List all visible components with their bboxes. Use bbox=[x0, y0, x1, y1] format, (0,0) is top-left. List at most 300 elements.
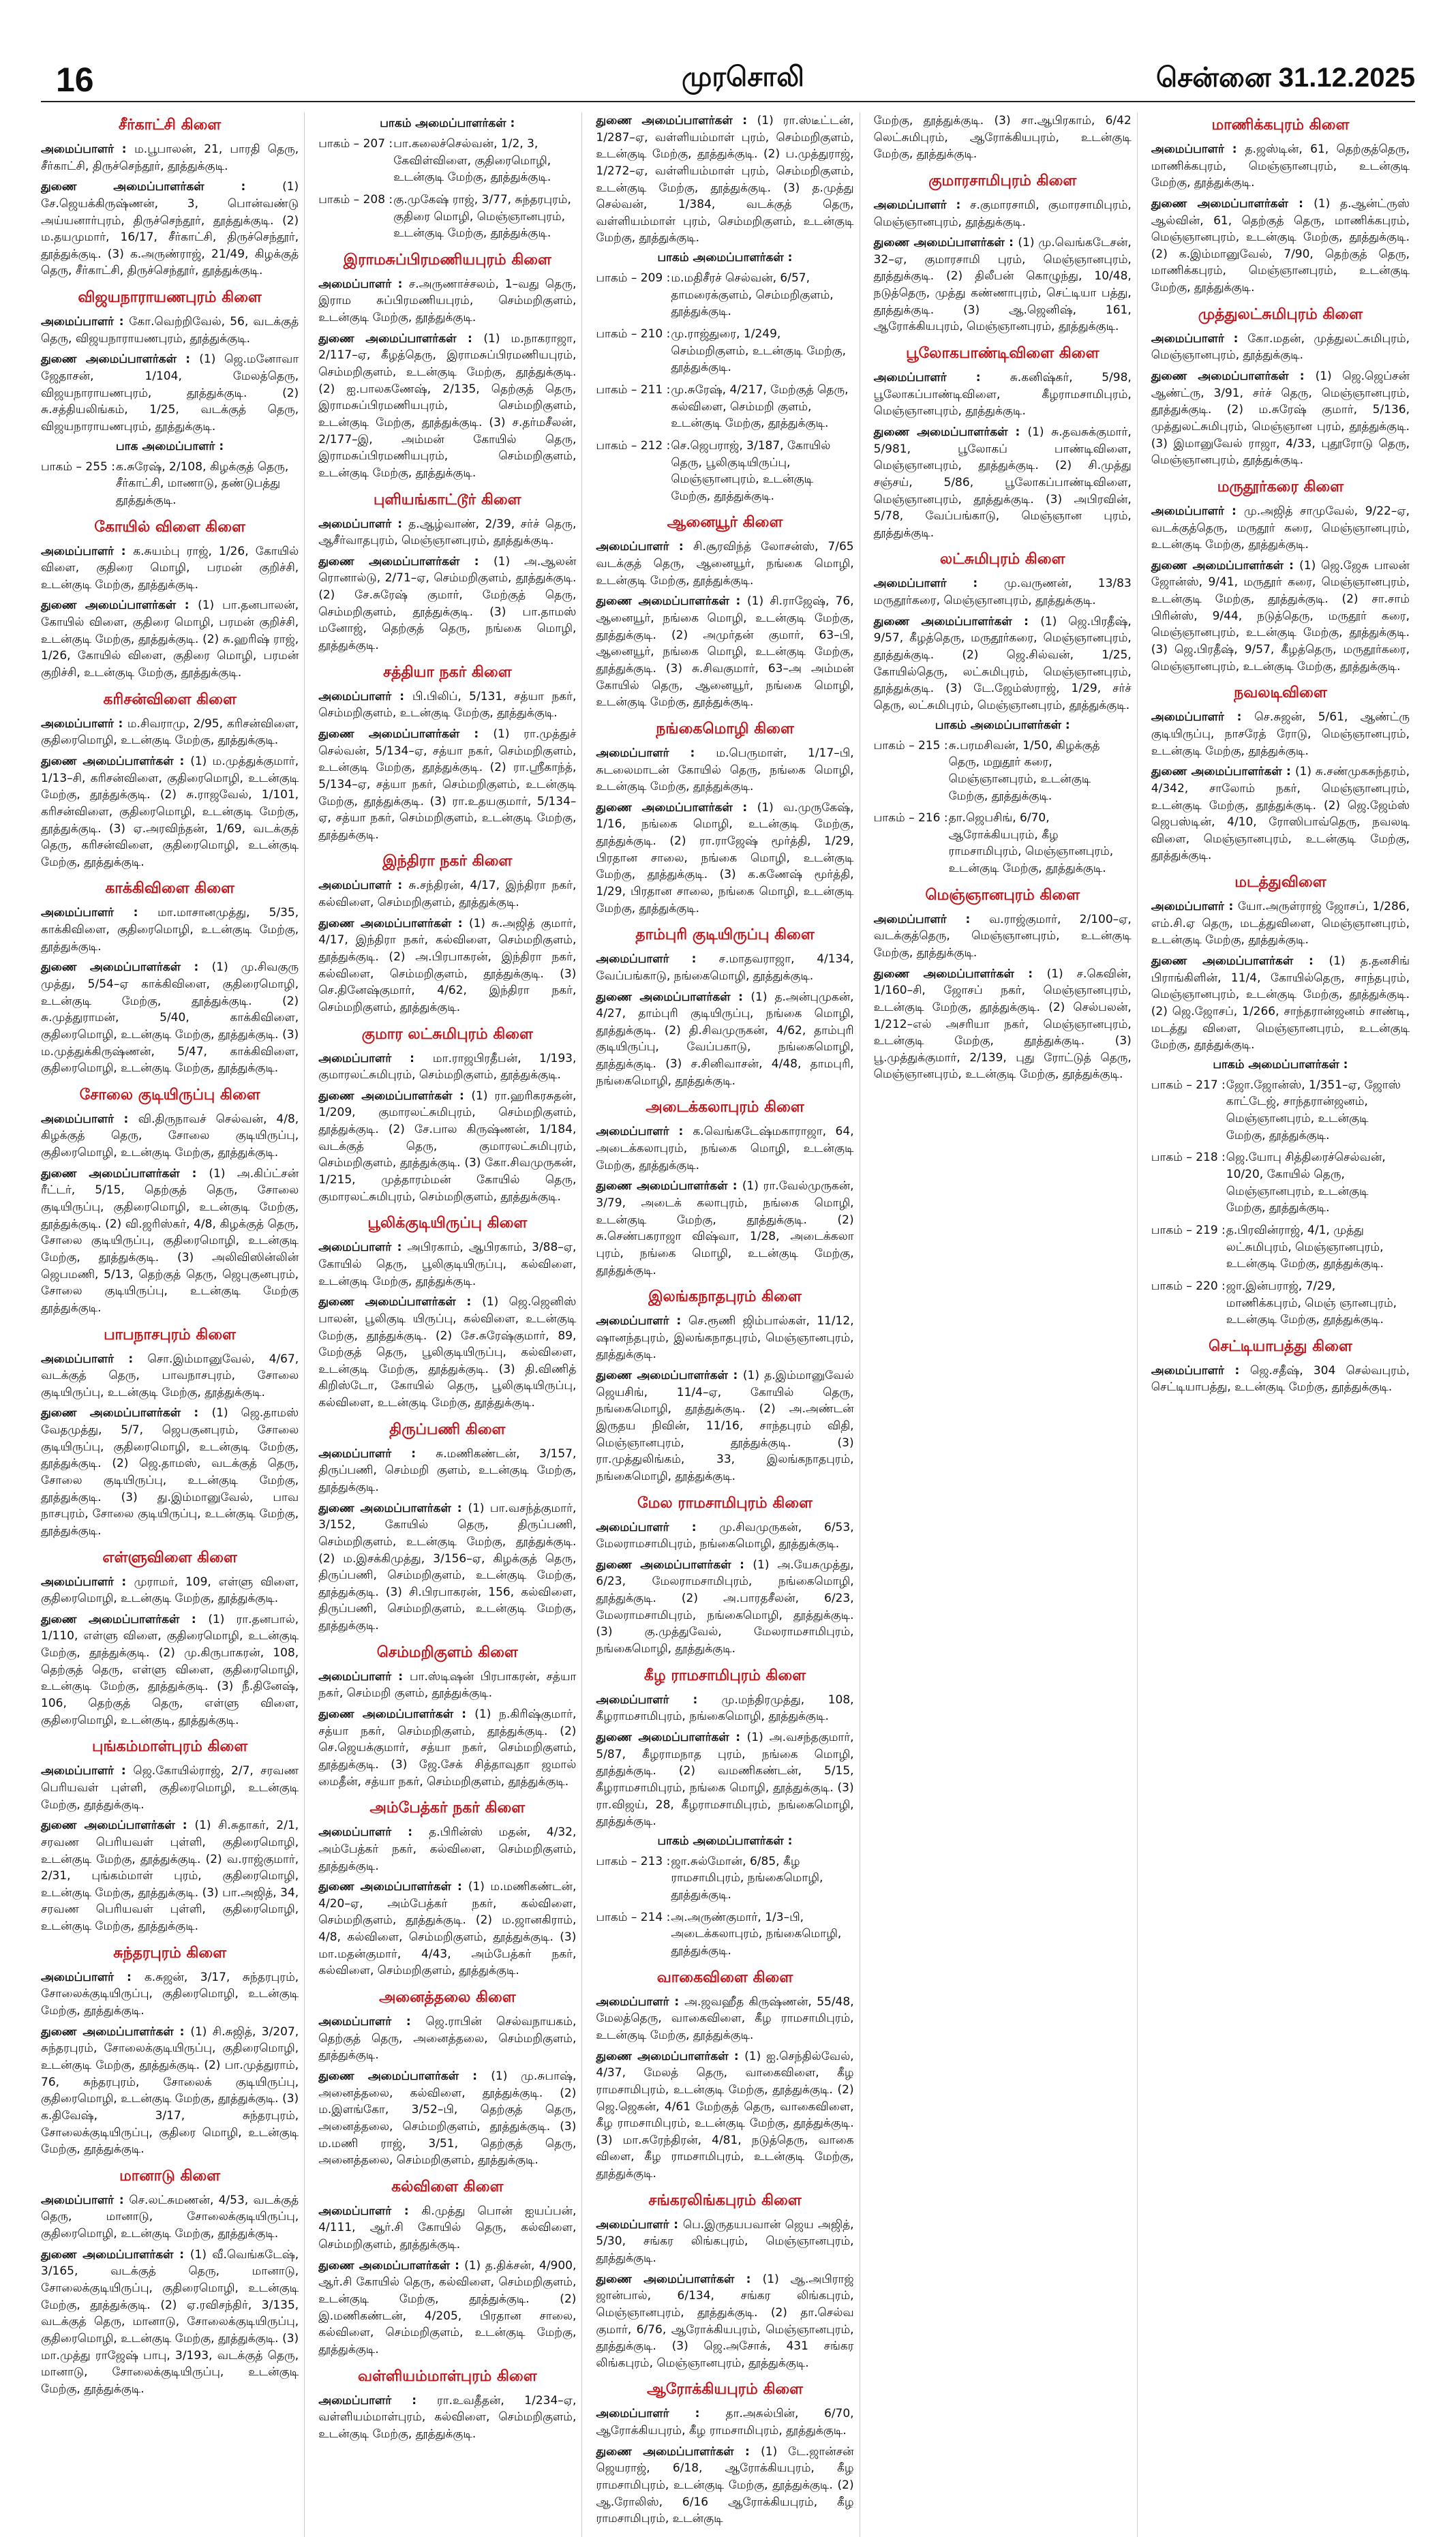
organizer-label: அமைப்பாளர் : bbox=[596, 952, 719, 967]
deputy-label: துணை அமைப்பாளர்கள் : bbox=[41, 1406, 212, 1421]
deputy-label: துணை அமைப்பாளர்கள் : bbox=[41, 1166, 209, 1181]
deputy-label: துணை அமைப்பாளர்கள் : bbox=[596, 990, 751, 1004]
organizer-label: அமைப்பாளர் : bbox=[873, 198, 971, 212]
organizer-label: அமைப்பாளர் : bbox=[596, 1314, 688, 1328]
organizer-text: செ.சுஜன், 5/61, ஆண்ட்ரு குடியிருப்பு, நாசரேத் ரோடு, மெஞ்ஞானபுரம், உடன்குடி மேற்கு, தூத்துக்குடி. bbox=[1151, 710, 1410, 758]
booth-entry bbox=[1151, 1077, 1410, 1144]
header-divider bbox=[41, 101, 1415, 102]
deputy-entry bbox=[1151, 763, 1410, 864]
deputy-label: துணை அமைப்பாளர்கள் : bbox=[318, 1501, 468, 1515]
branch-title: குமாரசாமிபுரம் கிளை bbox=[928, 172, 1077, 189]
organizer-label: அமைப்பாளர் : bbox=[596, 1994, 685, 2009]
deputy-label: துணை அமைப்பாளர்கள் : bbox=[318, 331, 484, 346]
booth-number: பாகம் – 215 : bbox=[873, 738, 948, 753]
organizer-text: க.சுஜன், 3/17, சுந்தரபுரம், சோலைக்குடியிருப்பு, குதிரைமொழி, உடன்குடி மேற்கு, தூத்துக்குடி. bbox=[41, 1970, 299, 2018]
organizer-entry bbox=[874, 575, 1132, 609]
organizer-text: ஜெ.கோயில்ராஜ், 2/7, சரவண பெரியவள் புள்ளி, குதிரைமொழி, உடன்குடி மேற்கு, தூத்துக்குடி. bbox=[41, 1764, 299, 1812]
deputy-label: துணை அமைப்பாளர்கள் : bbox=[318, 1880, 468, 1894]
deputy-text: (1) டே.ஜான்சன் ஜெயராஜ், 6/18, ஆரோக்கியபுரம், கீழ ராமசாமிபுரம், உடன்குடி மேற்கு, தூத்துக்குடி. (2) ஆ.ரோலிஸ், 6/16 ஆரோக்கியபுரம், கீழ ராமசாமிபுரம், உடன்குடி bbox=[596, 2444, 854, 2526]
organizer-label: அமைப்பாளர் : bbox=[1151, 504, 1244, 518]
branch-section bbox=[1151, 306, 1410, 469]
branch-title: புங்கம்மாள்புரம் கிளை bbox=[91, 1738, 248, 1756]
organizer-text: மா.ராஜபிரதீபன், 1/193, குமாரலட்சுமிபுரம், செம்மறிகுளம், தூத்துக்குடி. bbox=[318, 1051, 577, 1082]
branch-title: மருதூர்கரை கிளை bbox=[1217, 478, 1344, 496]
deputy-text: (1) சி.சுஜித், 3/207, சுந்தரபுரம், சோலைக்குடியிருப்பு, குதிரைமொழி, உடன்குடி மேற்கு, தூத்துக்குடி. (2) பா.முத்துராம், 76, சுந்தரபுரம், சோலைக் குடியிருப்பு, குதிரைமொழி, உடன்குடி மேற்கு, தூத்துக்குடி. (3) க.திவேஷ், 3/17, சுந்தரபுரம், சோலைக்குடியிருப்பு, குதிரை மொழி, உடன்குடி மேற்கு, தூத்துக்குடி. bbox=[41, 2024, 299, 2157]
branch-section bbox=[596, 514, 853, 710]
booth-text: ஜெ.யோபு சித்திரைச்செல்வன், 10/20, கோயில் தெரு, மெஞ்ஞானபுரம், உடன்குடி மேற்கு, தூத்துக்குடி. bbox=[1226, 1151, 1386, 1215]
deputy-text: (1) த.திக்சன், 4/900, ஆர்.சி கோயில் தெரு, கல்விளை, செம்மறிகுளம், உடன்குடி மேற்கு, தூத்துக்குடி. (2) இ.மணிகண்டன், 4/205, பிரதான சாலை, கல்விளை, செம்மறிகுளம், உடன்குடி மேற்கு, தூத்துக்குடி. bbox=[318, 2258, 577, 2356]
organizer-entry bbox=[318, 1050, 576, 1084]
deputy-label: துணை அமைப்பாளர்கள் : bbox=[873, 425, 1028, 439]
deputy-text: (1) ஜெ.மனோவா ஜேதாசன், 1/104, மேலத்தெரு, விஜயநாராயணபுரம், தூத்துக்குடி. (2) சு.சத்தியலிங்கம், 1/25, வடக்குத் தெரு, விஜயநாராயணபுரம், தூத்துக்குடி. bbox=[41, 352, 299, 434]
deputy-entry bbox=[318, 1500, 576, 1635]
organizer-text: ரா.உவதீதன், 1/234–ஏ, வள்ளியம்மாள்புரம், கல்விளை, செம்மறிகுளம், உடன்குடி மேற்கு, தூத்துக்குடி. bbox=[318, 2393, 577, 2441]
deputy-entry bbox=[318, 553, 576, 654]
organizer-label: அமைப்பாளர் : bbox=[873, 912, 990, 926]
deputy-label: துணை அமைப்பாளர்கள் : bbox=[41, 960, 212, 975]
page-header bbox=[0, 0, 1456, 102]
branch-title: இந்திரா நகர் கிளை bbox=[382, 853, 513, 870]
organizer-entry bbox=[318, 1669, 576, 1702]
organizer-label: அமைப்பாளர் : bbox=[41, 544, 134, 558]
organizer-text: ஜெ.ராபின் செல்வநாயகம், தெற்குத் தெரு, அனைத்தலை, செம்மறிகுளம், தூத்துக்குடி. bbox=[318, 2015, 577, 2063]
organizer-entry bbox=[318, 688, 576, 722]
booth-number: பாகம் – 255 : bbox=[41, 459, 115, 474]
deputy-text: (1) ரா.ஸ்டீட்டன், 1/287–ஏ, வள்ளியம்மாள் புரம், செம்மறிகுளம், உடன்குடி மேற்கு, தூத்துக்குடி. (2) ப.முத்துராஜ், 1/272–ஏ, வள்ளியம்மாள் புரம், செம்மறிகுளம், உடன்குடி மேற்கு, தூத்துக்குடி. (3) த.முத்து செல்வன், 1/384, வடக்குத் தெரு, வள்ளியம்மாள் புரம், செம்மறிகுளம், உடன்குடி மேற்கு, தூத்துக்குடி. bbox=[596, 114, 854, 245]
organizer-label: அமைப்பாளர் : bbox=[41, 1575, 134, 1589]
branch-section bbox=[596, 1667, 853, 1960]
booth-entry bbox=[318, 136, 576, 186]
branch-section bbox=[874, 112, 1132, 163]
branch-section bbox=[596, 1288, 853, 1485]
organizer-label: அமைப்பாளர் : bbox=[41, 716, 127, 731]
branch-section bbox=[874, 345, 1132, 541]
organizer-text: கோ.மதன், முத்துலட்சுமிபுரம், மெஞ்ஞானபுரம், தூத்துக்குடி. bbox=[1151, 331, 1410, 363]
deputy-text: (1) சு.சண்முகசுந்தரம், 4/342, சாலோம் நகர், மெஞ்ஞானபுரம், உடன்குடி மேற்கு, தூத்துக்குடி. (2) ஜெ.ஜேம்ஸ் ஜெபஸ்டின், 4/10, ரோஸிபாவ்தெரு, நவலடி விளை, மெஞ்ஞானபுரம், உடன்குடி மேற்கு, தூத்துக்குடி. bbox=[1151, 765, 1410, 863]
booth-text: பா.கலைச்செல்வன், 1/2, 3, கேவிள்விளை, குதிரைமொழி, உடன்குடி மேற்கு, தூத்துக்குடி. bbox=[393, 137, 551, 185]
deputy-entry bbox=[41, 753, 299, 870]
organizer-label: அமைப்பாளர் : bbox=[318, 879, 409, 893]
branch-section bbox=[596, 1099, 853, 1279]
organizer-text: சொ.இம்மானுவேல், 4/67, வடக்குத் தெரு, பாவநாசபுரம், சோலை குடியிருப்பு, உடன்குடி மேற்கு, தூத்துக்குடி. bbox=[41, 1352, 299, 1399]
booth-heading: பாகம் அமைப்பாளர்கள் : bbox=[1213, 1057, 1348, 1072]
deputy-entry bbox=[596, 1178, 853, 1279]
organizer-label: அமைப்பாளர் : bbox=[318, 277, 409, 291]
column-5 bbox=[1151, 112, 1415, 2537]
booth-number: பாகம் – 210 : bbox=[596, 327, 671, 341]
deputy-text: (1) ஜெ.பிரதீஷ், 9/57, கீழத்தெரு, மருதூர்கரை, மெஞ்ஞானபுரம், தூத்துக்குடி. (2) ஜெ.சில்வன், 1/25, கோயில்தெரு, லட்சுமிபுரம், மெஞ்ஞானபுரம், தூத்துக்குடி. (3) டே.ஜேம்ஸ்ராஜ், 1/29, சர்ச் தெரு, லட்சுமிபுரம், மெஞ்ஞானபுரம், தூத்துக்குடி. bbox=[873, 614, 1132, 712]
deputy-label: துணை அமைப்பாளர்கள் : bbox=[41, 598, 198, 613]
deputy-text: (1) அ.ஆலன் ரொனால்டு, 2/71–ஏ, செம்மறிகுளம், தூத்துக்குடி. (2) சே.சுரேஷ் குமார், மேற்குத் தெரு, செம்மறிகுளம், தூத்துக்குடி. (3) பா.தாமஸ் மனோஜ், தெற்குத் தெரு, நங்கை மொழி, தூத்துக்குடி. bbox=[318, 554, 577, 653]
branch-title: பூலோகபாண்டிவிளை கிளை bbox=[905, 345, 1099, 363]
organizer-entry bbox=[41, 2192, 299, 2243]
branch-section bbox=[318, 853, 576, 1016]
booth-entry bbox=[318, 192, 576, 242]
organizer-text: வ.ராஜ்குமார், 2/100–ஏ, வடக்குத்தெரு, மெஞ்ஞானபுரம், உடன்குடி மேற்கு, தூத்துக்குடி. bbox=[873, 912, 1132, 960]
organizer-label: அமைப்பாளர் : bbox=[873, 577, 1004, 591]
booth-entry bbox=[596, 326, 853, 376]
booth-heading: பாகம் அமைப்பாளர்கள் : bbox=[380, 117, 515, 130]
booth-heading: பாகம் அமைப்பாளர்கள் : bbox=[657, 251, 793, 265]
branch-section bbox=[41, 289, 299, 508]
organizer-entry bbox=[41, 716, 299, 749]
branch-section bbox=[596, 720, 853, 917]
branch-section bbox=[318, 1215, 576, 1411]
deputy-label: துணை அமைப்பாளர்கள் : bbox=[1151, 196, 1314, 211]
deputy-label: துணை அமைப்பாளர்கள் : bbox=[1151, 558, 1300, 573]
booth-text: சு.பரமசிவன், 1/50, கிழக்குத் தெரு, மறுதூர் கரை, மெஞ்ஞானபுரம், உடன்குடி மேற்கு, தூத்துக்குடி. bbox=[948, 738, 1100, 803]
booth-number: பாகம் – 216 : bbox=[873, 811, 948, 825]
booth-entry bbox=[1151, 1222, 1410, 1273]
booth-entry bbox=[596, 438, 853, 505]
deputy-entry bbox=[41, 1405, 299, 1539]
deputy-entry bbox=[1151, 953, 1410, 1054]
deputy-entry bbox=[596, 1729, 853, 1830]
branch-title: அனைத்தலை கிளை bbox=[378, 1989, 516, 2007]
deputy-label: துணை அமைப்பாளர்கள் : bbox=[318, 916, 469, 930]
branch-title: லட்சுமிபுரம் கிளை bbox=[939, 551, 1065, 568]
branch-title: மெஞ்ஞானபுரம் கிளை bbox=[925, 886, 1080, 904]
article-columns bbox=[41, 112, 1415, 2526]
organizer-label: அமைப்பாளர் : bbox=[318, 517, 409, 531]
deputy-text: (1) த.அன்புமுகன், 4/27, தாம்புரி குடியிருப்பு, நங்கை மொழி, தூத்துக்குடி. (2) தி.சிவமுருகன், 4/62, தாம்புரி குடியிருப்பு, வேப்பகாடு, நங்கைமொழி, தூத்துக்குடி. (3) ச.சினிவாசன், 4/48, தாமபுரி, நங்கைமொழி, தூத்துக்குடி. bbox=[596, 990, 854, 1088]
branch-section bbox=[1151, 117, 1410, 297]
deputy-text: (1) சி.சுதாகர், 2/1, சரவண பெரியவள் புள்ளி, குதிரைமொழி, உடன்குடி மேற்கு, தூத்துக்குடி. (2) வ.ராஜ்குமார், 2/31, புங்கம்மாள் புரம், குதிரைமொழி, உடன்குடி மேற்கு, தூத்துக்குடி. (3) பா.அஜித், 34, சரவண பெரியவள் புள்ளி, குதிரைமொழி, உடன்குடி மேற்கு, தூத்துக்குடி. bbox=[41, 1819, 299, 1934]
organizer-label: அமைப்பாளர் : bbox=[318, 1446, 436, 1461]
booth-entry bbox=[874, 810, 1132, 877]
organizer-entry bbox=[318, 276, 576, 326]
organizer-text: ம.பூபாலன், 21, பாரதி தெரு, சீர்காட்சி, திருச்செந்தூர், தூத்துக்குடி. bbox=[41, 142, 299, 173]
deputy-text: (1) ஐ.செந்தில்வேல், 4/37, மேலத் தெரு, வாகைவிளை, கீழ ராமசாமிபுரம், உடன்குடி மேற்கு, தூத்துக்குடி. (2) ஜெ.ஜெகன், 4/61 மேற்குத் தெரு, வாகைவிளை, கீழ ராமசாமிபுரம், உடன்குடி மேற்கு, தூத்துக்குடி. (3) மா.சுரேந்திரன், 4/81, நடுத்தெரு, வாகை விளை, கீழ ராமசாமிபுரம், உடன்குடி மேற்கு, தூத்துக்குடி. bbox=[596, 2049, 854, 2181]
deputy-label: துணை அமைப்பாளர்கள் : bbox=[318, 727, 494, 741]
organizer-label: அமைப்பாளர் : bbox=[318, 2393, 438, 2407]
deputy-text: (1) வீ.வெங்கடேஷ், 3/165, வடக்குத் தெரு, மானாடு, சோலைக்குடியிருப்பு, குதிரைமொழி, உடன்குடி மேற்கு, தூத்துக்குடி. (2) ஏ.ரவிசந்திர், 3/135, வடக்குத் தெரு, மானாடு, சோலைக்குடியிருப்பு, குதிரைமொழி, உடன்குடி மேற்கு, தூத்துக்குடி. (3) மா.முத்து ராஜேஷ் பாபு, 3/193, வடக்குத் தெரு, மானாடு, சோலைக்குடியிருப்பு, உடன்குடி மேற்கு, தூத்துக்குடி. bbox=[41, 2247, 299, 2396]
organizer-entry bbox=[41, 543, 299, 594]
deputy-label: துணை அமைப்பாளர்கள் : bbox=[873, 967, 1047, 981]
branch-section bbox=[874, 551, 1132, 877]
organizer-text: அபிரகாம், ஆபிரகாம், 3/88–ஏ, கோயில் தெரு, பூலிகுடியிருப்பு, கல்விளை, உடன்குடி மேற்கு, தூத்துக்குடி. bbox=[318, 1241, 577, 1288]
branch-section bbox=[318, 252, 576, 482]
organizer-text: ச.குமாரசாமி, குமாரசாமிபுரம், மெஞ்ஞானபுரம், தூத்துக்குடி. bbox=[873, 198, 1132, 229]
booth-entry bbox=[596, 270, 853, 320]
organizer-label: அமைப்பாளர் : bbox=[318, 1825, 429, 1840]
deputy-label: துணை அமைப்பாளர்கள் : bbox=[596, 114, 757, 127]
deputy-entry bbox=[596, 2271, 853, 2372]
deputy-entry bbox=[318, 2068, 576, 2169]
deputy-text: (1) ரா.முத்துச் செல்வன், 5/134–ஏ, சத்யா நகர், செம்மறிகுளம், உடன்குடி மேற்கு, தூத்துக்குடி. (2) ரா.ஸ்ரீகாந்த், 5/134–ஏ, சத்யா நகர், செம்மறிகுளம், உடன்குடி மேற்கு, தூத்துக்குடி. (3) ரா.உதயகுமார், 5/134–ஏ, சத்யா நகர், செம்மறிகுளம், உடன்குடி மேற்கு, தூத்துக்குடி. bbox=[318, 727, 577, 842]
organizer-entry bbox=[1151, 503, 1410, 553]
booth-heading: பாகம் அமைப்பாளர்கள் : bbox=[657, 1834, 793, 1848]
organizer-label: அமைப்பாளர் : bbox=[1151, 331, 1248, 346]
deputy-entry bbox=[41, 1166, 299, 1317]
deputy-label: துணை அமைப்பாளர்கள் : bbox=[318, 1089, 472, 1103]
organizer-text: சு.மணிகண்டன், 3/157, திருப்பணி, செம்மறி குளம், உடன்குடி மேற்கு, தூத்துக்குடி. bbox=[318, 1446, 577, 1494]
deputy-entry bbox=[318, 1294, 576, 1411]
organizer-entry bbox=[874, 197, 1132, 230]
deputy-label: துணை அமைப்பாளர்கள் : bbox=[596, 1179, 742, 1194]
organizer-text: கி.முத்து பொன் ஐயப்பன், 4/111, ஆர்.சி கோயில் தெரு, கல்விளை, செம்மறிகுளம், தூத்துக்குடி. bbox=[318, 2204, 577, 2252]
organizer-entry bbox=[41, 141, 299, 174]
branch-title: செட்டியாபத்து கிளை bbox=[1208, 1337, 1352, 1355]
column-4 bbox=[874, 112, 1138, 2537]
deputy-text: (1) ந.கிரிஷ்குமார், சத்யா நகர், செம்மறிகுளம், தூத்துக்குடி. (2) செ.ஜெயக்குமார், சத்யா நகர், செம்மறிகுளம், தூத்துக்குடி. (3) ஜே.சேக் சித்தாவுதா ஜமால் மைதீன், சத்யா நகர், செம்மறிகுளம், தூத்துக்குடி. bbox=[318, 1707, 577, 1789]
organizer-text: வி.திருநாவச் செல்வன், 4/8, கிழக்குத் தெரு, சோலை குடியிருப்பு, குதிரைமொழி, உடன்குடி மேற்கு, தூத்துக்குடி. bbox=[41, 1112, 299, 1160]
deputy-entry bbox=[318, 726, 576, 843]
deputy-label: துணை அமைப்பாளர்கள் : bbox=[41, 2247, 190, 2262]
branch-title: காக்கிவிளை கிளை bbox=[105, 880, 234, 898]
deputy-entry bbox=[41, 351, 299, 435]
deputy-label: துணை அமைப்பாளர்கள் : bbox=[41, 1612, 209, 1626]
organizer-text: மு.வருணன், 13/83 மருதூர்கரை, மெஞ்ஞானபுரம், தூத்துக்குடி. bbox=[873, 577, 1132, 608]
organizer-text: முராமர், 109, எள்ளு விளை, குதிரைமொழி, உடன்குடி மேற்கு, தூத்துக்குடி. bbox=[41, 1575, 299, 1606]
deputy-label: துணை அமைப்பாளர்கள் : bbox=[318, 2258, 465, 2273]
organizer-label: அமைப்பாளர் : bbox=[318, 689, 412, 703]
organizer-label: அமைப்பாளர் : bbox=[318, 1669, 410, 1684]
booth-number: பாகம் – 212 : bbox=[596, 438, 671, 453]
branch-section bbox=[318, 2178, 576, 2358]
organizer-label: அமைப்பாளர் : bbox=[596, 1692, 722, 1707]
deputy-label: துணை அமைப்பாளர்கள் : bbox=[596, 1730, 747, 1744]
deputy-text: (1) த.தனசிங் பிராங்கிளின், 11/4, கோயில்தெரு, சாந்தபுரம், மெஞ்ஞானபுரம், உடன்குடி மேற்கு, தூத்துக்குடி. (2) ஜெ.ஜோசப், 1/266, சாந்தரான்ஜனம் சாண்டி, மடத்து விளை, மெஞ்ஞானபுரம், உடன்குடி மேற்கு, தூத்துக்குடி. bbox=[1151, 954, 1410, 1052]
organizer-text: அ.ஜவஹீத கிருஷ்ணன், 55/48, மேலத்தெரு, வாகைவிளை, கீழ ராமசாமிபுரம், உடன்குடி மேற்கு, தூத்துக்குடி. bbox=[596, 1994, 854, 2042]
branch-section bbox=[596, 1969, 853, 2183]
booth-text: ஜா.இன்பராஜ், 7/29, மாணிக்கபுரம், மெஞ் ஞானபுரம், உடன்குடி மேற்கு, தூத்துக்குடி. bbox=[1226, 1279, 1397, 1327]
organizer-text: கோ.வெற்றிவேல், 56, வடக்குத் தெரு, விஜயநாராயணபுரம், தூத்துக்குடி. bbox=[41, 315, 299, 346]
branch-section bbox=[318, 1026, 576, 1206]
organizer-label: அமைப்பாளர் : bbox=[1151, 900, 1238, 914]
booth-heading: பாக அமைப்பாளர் : bbox=[116, 439, 224, 453]
deputy-text: (1) சு.அஜித் குமார், 4/17, இந்திரா நகர், கல்விளை, செம்மறிகுளம், தூத்துக்குடி. (2) அ.பிரபாகரன், இந்திரா நகர், கல்விளை, செம்மறிகுளம், தூத்துக்குடி. (3) செ.தினேஷ்குமார், 4/62, இந்திரா நகர், செம்மறிகுளம், தூத்துக்குடி. bbox=[318, 916, 577, 1014]
organizer-label: அமைப்பாளர் : bbox=[41, 1352, 148, 1366]
deputy-text: (1) சு.தவசுக்குமார், 5/981, பூலோகப் பாண்டிவிளை, மெஞ்ஞானபுரம், தூத்துக்குடி. (2) சி.முத்து சஞ்சய், 5/86, பூலோகப்பாண்டிவிளை, மெஞ்ஞானபுரம், தூத்துக்குடி. (3) அபிரவின், 5/78, வேப்பங்காடு, மெஞ்ஞான புரம், தூத்துக்குடி. bbox=[873, 425, 1132, 540]
branch-section bbox=[1151, 478, 1410, 675]
booth-number: பாகம் – 207 : bbox=[318, 137, 393, 151]
organizer-entry bbox=[41, 1111, 299, 1161]
deputy-text: (1) அ.வசந்தகுமார், 5/87, கீழராமநாத புரம், நங்கை மொழி, தூத்துக்குடி. (2) வமணிகண்டன், 5/15, கீழராமசாமிபுரம், நங்கை மொழி, தூத்துக்குடி. (3) ரா.விஜய், 28, கீழராமசாமிபுரம், நங்கைமொழி, தூத்துக்குடி. bbox=[596, 1730, 854, 1829]
deputy-text: (1) பா.வசந்த்குமார், 3/152, கோயில் தெரு, திருப்பணி, செம்மறிகுளம், உடன்குடி மேற்கு, தூத்துக்குடி. (2) ம.இசக்கிமுத்து, 3/156–ஏ, கிழக்குத் தெரு, திருப்பணி, செம்மறிகுளம், உடன்குடி மேற்கு, தூத்துக்குடி. (3) சி.பிரபாகரன், 156, கல்விளை, திருப்பணி, செம்மறிகுளம், உடன்குடி மேற்கு, தூத்துக்குடி. bbox=[318, 1501, 577, 1633]
branch-section bbox=[41, 1087, 299, 1317]
organizer-entry bbox=[596, 2405, 853, 2439]
branch-section bbox=[318, 117, 576, 242]
deputy-text: (1) மு.சிவகுரு முத்து, 5/54–ஏ காக்கிவிளை, குதிரைமொழி, உடன்குடி மேற்கு, தூத்துக்குடி. (2) சு.முத்துராமன், 5/40, காக்கிவிளை, குதிரைமொழி, உடன்குடி மேற்கு, தூத்துக்குடி. (3) ம.முத்துக்கிருஷ்ணன், 5/47, காக்கிவிளை, குதிரைமொழி, உடன்குடி மேற்கு, தூத்துக்குடி. bbox=[41, 960, 299, 1076]
branch-title: சுந்தரபுரம் கிளை bbox=[113, 1944, 227, 1962]
deputy-text: (1) ச.கெவின், 1/160–சி, ஜோசப் நகர், மெஞ்ஞானபுரம், உடன்குடி மேற்கு, தூத்துக்குடி. (2) செல்பலன், 1/212–எல் அசரியா நகர், மெஞ்ஞானபுரம், உடன்குடி மேற்கு, தூத்துக்குடி. (3) பூ.முத்துக்குமார், 2/139, புது ரோட்டுத் தெரு, மெஞ்ஞானபுரம், உடன்குடி மேற்கு, தூத்துக்குடி. bbox=[873, 967, 1132, 1082]
organizer-text: யோ.அருள்ராஜ் ஜோசப், 1/286, எம்.சி.ஏ தெரு, மடத்துவிளை, மெஞ்ஞானபுரம், உடன்குடி மேற்கு, தூத்துக்குடி. bbox=[1151, 900, 1410, 947]
branch-section bbox=[596, 2381, 853, 2527]
booth-text: மு.சுரேஷ், 4/217, மேற்குத் தெரு, கல்விளை, செம்மறி குளம், உடன்குடி மேற்கு, தூத்துக்குடி. bbox=[671, 382, 849, 431]
deputy-entry bbox=[874, 424, 1132, 541]
booth-text: அ.அருண்குமார், 1/3–பி, அடைக்கலாபுரம், நங்கைமொழி, தூத்துக்குடி. bbox=[671, 1910, 842, 1958]
deputy-label: துணை அமைப்பாளர்கள் : bbox=[318, 1295, 483, 1309]
booth-entry bbox=[41, 459, 299, 509]
deputy-label: துணை அமைப்பாளர்கள் : bbox=[318, 554, 494, 568]
organizer-text: சு.கனிஷ்கர், 5/98, பூலோகப்பாண்டிவிளை, கீழராமசாமிபுரம், மெஞ்ஞானபுரம், தூத்துக்குடி. bbox=[873, 371, 1132, 419]
deputy-label: துணை அமைப்பாளர்கள் : bbox=[596, 800, 757, 815]
deputy-text: (1) வ.முருகேஷ், 1/16, நங்கை மொழி, உடன்குடி மேற்கு, தூத்துக்குடி. (2) ரா.ராஜேஷ் மூர்த்தி, 1/29, பிரதான சாலை, நங்கை மொழி, உடன்குடி மேற்கு, தூத்துக்குடி. (3) க.கணேஷ் மூர்த்தி, 1/29, பிரதான சாலை, நங்கை மொழி, உடன்குடி மேற்கு, தூத்துக்குடி. bbox=[596, 800, 854, 915]
booth-text: ஜா.சுல்மோன், 6/85, கீழ ராமசாமிபுரம், நங்கைமொழி, தூத்துக்குடி. bbox=[671, 1854, 823, 1902]
organizer-entry bbox=[874, 369, 1132, 420]
branch-section bbox=[41, 519, 299, 682]
branch-section bbox=[596, 2192, 853, 2372]
branch-title: அம்பேத்கர் நகர் கிளை bbox=[369, 1799, 526, 1817]
deputy-text: (1) சி.ராஜேஷ், 76, ஆனையூர், நங்கை மொழி, உடன்குடி மேற்கு, தூத்துக்குடி. (2) அமுர்தன் குமார், 63–பி, ஆனையூர், நங்கை மொழி, உடன்குடி மேற்கு, தூத்துக்குடி. (3) சு.சிவகுமார், 63–அ அம்மன் கோயில் தெரு, ஆனையூர், நங்கை மொழி, உடன்குடி மேற்கு, தூத்துக்குடி. bbox=[596, 594, 854, 710]
deputy-text: (1) ரா.தனபால், 1/110, எள்ளு விளை, குதிரைமொழி, உடன்குடி மேற்கு, தூத்துக்குடி. (2) மு.கிருபாகரன், 108, தெற்குத் தெரு, எள்ளு விளை, குதிரைமொழி, உடன்குடி மேற்கு, தூத்துக்குடி. (3) நீ.தினேஷ், 106, தெற்குத் தெரு, எள்ளு விளை, குதிரைமொழி, உடன்குடி, தூத்துக்குடி. bbox=[41, 1612, 299, 1727]
branch-section bbox=[41, 691, 299, 871]
organizer-label: அமைப்பாளர் : bbox=[318, 1241, 408, 1255]
deputy-label: துணை அமைப்பாளர்கள் : bbox=[1151, 765, 1295, 779]
organizer-label: அமைப்பாளர் : bbox=[1151, 710, 1255, 725]
deputy-entry bbox=[874, 613, 1132, 714]
deputy-label: துணை அமைப்பாளர்கள் : bbox=[596, 2444, 761, 2459]
branch-section bbox=[874, 887, 1132, 1083]
branch-section bbox=[318, 2368, 576, 2443]
organizer-entry bbox=[596, 1994, 853, 2044]
deputy-entry bbox=[596, 593, 853, 710]
organizer-text: செ.லட்சுமணன், 4/53, வடக்குத் தெரு, மானாடு, சோலைக்குடியிருப்பு, குதிரைமொழி, உடன்குடி மேற்கு, தூத்துக்குடி. bbox=[41, 2193, 299, 2241]
branch-section bbox=[41, 1326, 299, 1540]
deputy-text: (1) ஜெ.ஜெனிஸ் பாலன், பூலிகுடி யிருப்பு, கல்விளை, உடன்குடி மேற்கு, தூத்துக்குடி. (2) சே.சுரேஷ்குமார், 89, மேற்குத் தெரு, பூலிகுடியிருப்பு, கல்விளை, உடன்குடி மேற்கு, தூத்துக்குடி. (3) தி.விணித் கிறிஸ்டோ, கோயில் தெரு, பூலிகுடியிருப்பு, கல்விளை, உடன்குடி மேற்கு, தூத்துக்குடி. bbox=[318, 1295, 577, 1410]
organizer-label: அமைப்பாளர் : bbox=[1151, 1363, 1250, 1378]
organizer-text: சு.சந்திரன், 4/17, இந்திரா நகர், கல்விளை, செம்மறிகுளம், தூத்துக்குடி. bbox=[318, 879, 577, 910]
organizer-label: அமைப்பாளர் : bbox=[41, 1764, 134, 1778]
booth-text: செ.ஜெபராஜ், 3/187, கோயில் தெரு, பூலிகுடியிருப்பு, மெஞ்ஞானபுரம், உடன்குடி மேற்கு, தூத்துக்குடி. bbox=[671, 438, 831, 503]
branch-title: குமார லட்சுமிபுரம் கிளை bbox=[361, 1025, 533, 1043]
booth-number: பாகம் – 209 : bbox=[596, 271, 671, 286]
booth-text: ஜோ.ஜோன்ஸ், 1/351–ஏ, ஜோஸ் காட்டேஜ், சாந்தரான்ஜனம், மெஞ்ஞானபுரம், உடன்குடி மேற்கு, தூத்துக்குடி. bbox=[1226, 1078, 1401, 1142]
booth-entry bbox=[1151, 1149, 1410, 1217]
organizer-label: அமைப்பாளர் : bbox=[1151, 142, 1245, 156]
deputy-text: (1) ரா.ஹரிகரசுதன், 1/209, குமாரலட்சுமிபுரம், செம்மறிகுளம், தூத்துக்குடி. (2) சே.பால கிருஷ்ணன், 1/184, வடக்குத் தெரு, குமாரலட்சுமிபுரம், செம்மறிகுளம், தூத்துக்குடி. (3) கோ.சிவமுருகன், 1/215, முத்தாரம்மன் கோயில் தெரு, குமாரலட்சுமிபுரம், செம்மறிகுளம், தூத்துக்குடி. bbox=[318, 1089, 577, 1204]
organizer-entry bbox=[41, 1969, 299, 2020]
organizer-text: த.ஆழ்வாண், 2/39, சர்ச் தெரு, ஆசீர்வாதபுரம், மெஞ்ஞானபுரம், தூத்துக்குடி. bbox=[318, 517, 577, 548]
organizer-entry bbox=[318, 1446, 576, 1496]
booth-entry bbox=[1151, 1278, 1410, 1328]
booth-entry bbox=[596, 1853, 853, 1904]
branch-section bbox=[1151, 684, 1410, 864]
booth-number: பாகம் – 219 : bbox=[1151, 1223, 1226, 1237]
organizer-entry bbox=[318, 1824, 576, 1874]
branch-section bbox=[41, 117, 299, 279]
organizer-label: அமைப்பாளர் : bbox=[596, 1520, 719, 1534]
organizer-text: மு.சிவமுருகன், 6/53, மேலராமசாமிபுரம், நங்கைமொழி, தூத்துக்குடி. bbox=[596, 1520, 854, 1551]
organizer-entry bbox=[1151, 331, 1410, 364]
organizer-text: க.சுயம்பு ராஜ், 1/26, கோயில் விளை, குதிரை மொழி, பரமன் குறிச்சி, உடன்குடி மேற்கு, தூத்துக்குடி. bbox=[41, 544, 299, 592]
deputy-label: துணை அமைப்பாளர்கள் : bbox=[596, 1369, 743, 1383]
branch-title: கரிசன்விளை கிளை bbox=[103, 690, 237, 708]
deputy-label: துணை அமைப்பாளர்கள் : bbox=[41, 754, 191, 768]
page-number: 16 bbox=[56, 61, 94, 99]
branch-title: ஆனையூர் கிளை bbox=[667, 514, 783, 532]
deputy-label: துணை அமைப்பாளர்கள் : bbox=[596, 1558, 753, 1572]
branch-title: விஜயநாராயணபுரம் கிளை bbox=[78, 289, 262, 307]
deputy-entry bbox=[318, 1706, 576, 1790]
column-3 bbox=[596, 112, 860, 2537]
branch-section bbox=[41, 1738, 299, 1934]
organizer-text: ஜெ.சதீஷ், 304 செல்வபுரம், செட்டியாபத்து, உடன்குடி மேற்கு, தூத்துக்குடி. bbox=[1151, 1363, 1410, 1395]
branch-title: நவலடிவிளை bbox=[1234, 684, 1327, 702]
branch-title: முத்துலட்சுமிபுரம் கிளை bbox=[1198, 305, 1363, 323]
organizer-entry bbox=[1151, 141, 1410, 192]
organizer-label: அமைப்பாளர் : bbox=[318, 2204, 422, 2218]
deputy-text: (1) அ.கிப்ட்சன் ரீட்டர், 5/15, தெற்குத் தெரு, சோலை குடியிருப்பு, குதிரைமொழி, உடன்குடி மேற்கு, தூத்துக்குடி. (2) வி.ஜரிஸ்கர், 4/8, கிழக்குத் தெரு, சோலை குடியிருப்பு, குதிரைமொழி, உடன்குடி மேற்கு, தூத்துக்குடி. (3) அலிவிஸின்லின் ஜெபமணி, 5/13, தெற்குத் தெரு, ஜெபுகுனபுரம், சோலை குடியிருப்பு, உடன்குடி மேற்கு தூத்துக்குடி. bbox=[41, 1166, 299, 1315]
deputy-entry bbox=[318, 915, 576, 1016]
branch-title: வள்ளியம்மாள்புரம் கிளை bbox=[357, 2367, 537, 2385]
branch-section bbox=[318, 1644, 576, 1790]
deputy-text: (1) ம.நாகராஜா, 2/117–ஏ, கீழத்தெரு, இராமசுப்பிரமணியபுரம், செம்மறிகுளம், உடன்குடி மேற்கு, தூத்துக்குடி. (2) ஐ.பாலகணேஷ், 2/135, தெற்குத் தெரு, இராமசுப்பிரமணியபுரம், செம்மறிகுளம், உடன்குடி மேற்கு, தூத்துக்குடி. (3) ச.தர்மசீலன், 2/177–இ, அம்மன் கோயில் தெரு, இராமசுப்பிரமணியபுரம், செம்மறிகுளம், உடன்குடி மேற்கு, தூத்துக்குடி. bbox=[318, 331, 577, 480]
branch-section bbox=[318, 1799, 576, 1979]
deputy-entry bbox=[41, 2247, 299, 2398]
booth-text: கு.முகேஷ் ராஜ், 3/77, சுந்தரபுரம், குதிரை மொழி, மெஞ்ஞானபுரம், உடன்குடி மேற்கு, தூத்துக்குடி. bbox=[393, 192, 571, 241]
branch-section bbox=[41, 880, 299, 1076]
organizer-label: அமைப்பாளர் : bbox=[318, 1051, 433, 1065]
deputy-entry bbox=[596, 112, 853, 247]
organizer-text: மு.அஜித் சாமுவேல், 9/22–ஏ, வடக்குத்தெரு, மருதூர் கரை, மெஞ்ஞானபுரம், உடன்குடி மேற்கு, தூத்துக்குடி. bbox=[1151, 504, 1410, 552]
branch-title: மடத்துவிளை bbox=[1234, 874, 1326, 892]
column-1 bbox=[41, 112, 305, 2537]
deputy-text: (1) ரா.வேல்முருகன், 3/79, அடைக் கலாபுரம், நங்கை மொழி, உடன்குடி மேற்கு, தூத்துக்குடி. (2) சு.செண்பகராஜா விஷ்வா, 1/28, அடைக்கலா புரம், நங்கை மொழி, உடன்குடி மேற்கு, தூத்துக்குடி. bbox=[596, 1179, 854, 1277]
organizer-text: பெ.இருதயபவான் ஜெய அஜித், 5/30, சங்கர லிங்கபுரம், மெஞ்ஞானபுரம், தூத்துக்குடி. bbox=[596, 2217, 854, 2265]
deputy-text: (1) மு.வெங்கடேசன், 32–ஏ, குமாரசாமி புரம், மெஞ்ஞானபுரம், தூத்துக்குடி. (2) திலீபன் கொழுந்து, 10/48, நடுத்தெரு, முத்து கண்ணாபுரம், செட்டியா பத்து, தூத்துக்குடி. (3) ஆ.ஜெனிஷ், 161, ஆரோக்கியபுரம், மெஞ்ஞானபுரம், தூத்துக்குடி. bbox=[873, 236, 1132, 334]
branch-title: இலங்கநாதபுரம் கிளை bbox=[648, 1288, 802, 1306]
branch-section bbox=[1151, 1338, 1410, 1396]
deputy-text: (1) ஆ.அபிராஜ் ஜான்பால், 6/134, சங்கர லிங்கபுரம், மெஞ்ஞானபுரம், தூத்துக்குடி. (2) தா.செல்வ குமார், 6/76, ஆரோக்கியபுரம், மெஞ்ஞானபுரம், தூத்துக்குடி. (3) ஜெ.அசோக், 431 சங்கர லிங்கபுரம், மெஞ்ஞானபுரம், தூத்துக்குடி. bbox=[596, 2272, 854, 2370]
branch-title: புளியங்காட்டூர் கிளை bbox=[374, 491, 521, 508]
organizer-entry bbox=[318, 2203, 576, 2253]
deputy-text: (1) அ.யேசுமுத்து, 6/23, மேலராமசாமிபுரம், நங்கைமொழி, தூத்துக்குடி. (2) அ.பாரதசீலன், 6/23, மேலராமசாமிபுரம், நங்கைமொழி, தூத்துக்குடி. (3) கு.முத்துவேல், மேலராமசாமிபுரம், நங்கைமொழி, தூத்துக்குடி. bbox=[596, 1558, 854, 1656]
deputy-text: (1) பா.தனபாலன், கோயில் விளை, குதிரை மொழி, பரமன் குறிச்சி, உடன்குடி மேற்கு, தூத்துக்குடி. (2) சு.ஹரிஷ் ராஜ், 1/26, கோயில் விளை, குதிரை மொழி, பரமன் குறிச்சி, உடன்குடி மேற்கு, தூத்துக்குடி. bbox=[41, 598, 299, 680]
branch-title: நங்கைமொழி கிளை bbox=[656, 720, 794, 738]
organizer-label: அமைப்பாளர் : bbox=[41, 1970, 145, 1984]
organizer-text: ம.பெருமாள், 1/17–பி, சுடலைமாடன் கோயில் தெரு, நங்கை மொழி, உடன்குடி மேற்கு, தூத்துக்குடி. bbox=[596, 746, 854, 794]
branch-title: பூலிக்குடியிருப்பு கிளை bbox=[367, 1215, 528, 1232]
branch-section bbox=[874, 172, 1132, 335]
deputy-entry bbox=[41, 1611, 299, 1729]
branch-title: ஆரோக்கியபுரம் கிளை bbox=[646, 2381, 804, 2399]
organizer-entry bbox=[596, 538, 853, 589]
branch-section bbox=[318, 1421, 576, 1635]
deputy-label: துணை அமைப்பாளர்கள் : bbox=[41, 352, 200, 367]
booth-number: பாகம் – 211 : bbox=[596, 382, 671, 397]
organizer-label: அமைப்பாளர் : bbox=[596, 1125, 693, 1139]
booth-text: தா.ஜெபசிங், 6/70, ஆரோக்கியபுரம், கீழ ராமசாமிபுரம், மெஞ்ஞானபுரம், உடன்குடி மேற்கு, தூத்துக்குடி. bbox=[948, 811, 1114, 876]
booth-number: பாகம் – 214 : bbox=[596, 1910, 671, 1924]
deputy-entry bbox=[318, 1879, 576, 1979]
branch-title: வாகைவிளை கிளை bbox=[656, 1969, 793, 1986]
deputy-text: (1) ம.மணிகண்டன், 4/20–ஏ, அம்பேத்கர் நகர், கல்விளை, செம்மறிகுளம், தூத்துக்குடி. (2) ம.ஜானகிராம், 4/8, கல்விளை, செம்மறிகுளம், தூத்துக்குடி. (3) மா.மதன்குமார், 4/43, அம்பேத்கர் நகர், கல்விளை, செம்மறிகுளம், தூத்துக்குடி. bbox=[318, 1880, 577, 1978]
branch-title: கீழ ராமசாமிபுரம் கிளை bbox=[643, 1667, 806, 1684]
deputy-text: (1) சே.ஜெயக்கிருஷ்ணன், 3, பொன்வண்டு அய்யனார்புரம், திருச்செந்தூர், தூத்துக்குடி. (2) ம.தயமுமார், 16/17, சீர்காட்சி, திருச்செந்தூர், தூத்துக்குடி. (3) க.அருண்ராஜ், 21/49, கிழக்குத் தெரு, சீர்காட்சி, திருச்செந்தூர், தூத்துக்குடி. bbox=[41, 180, 299, 278]
booth-number: பாகம் – 218 : bbox=[1151, 1151, 1226, 1165]
organizer-label: அமைப்பாளர் : bbox=[41, 1112, 138, 1126]
deputy-entry bbox=[318, 1088, 576, 1205]
organizer-entry bbox=[318, 516, 576, 549]
branch-title: பாபநாசபுரம் கிளை bbox=[104, 1326, 236, 1343]
organizer-entry bbox=[596, 1123, 853, 1174]
organizer-text: த.ஜஸ்டின், 61, தெற்குத்தெரு, மாணிக்கபுரம், மெஞ்ஞானபுரம், உடன்குடி மேற்கு, தூத்துக்குடி. bbox=[1151, 142, 1410, 190]
organizer-label: அமைப்பாளர் : bbox=[318, 2015, 426, 2029]
deputy-label: துணை அமைப்பாளர்கள் : bbox=[41, 2024, 191, 2039]
branch-title: கல்விளை கிளை bbox=[391, 2178, 504, 2196]
branch-title: கோயில் விளை கிளை bbox=[94, 518, 245, 536]
organizer-entry bbox=[1151, 1363, 1410, 1396]
deputy-label: துணை அமைப்பாளர்கள் : bbox=[1151, 954, 1329, 968]
deputy-entry bbox=[41, 597, 299, 681]
branch-section bbox=[318, 664, 576, 844]
deputy-entry bbox=[318, 331, 576, 482]
organizer-entry bbox=[318, 2014, 576, 2064]
deputy-label: துணை அமைப்பாளர்கள் : bbox=[318, 2069, 491, 2083]
booth-text: த.பிரவின்ராஜ், 4/1, முத்து லட்சுமிபுரம், மெஞ்ஞானபுரம், உடன்குடி மேற்கு, தூத்துக்குடி. bbox=[1226, 1223, 1384, 1271]
